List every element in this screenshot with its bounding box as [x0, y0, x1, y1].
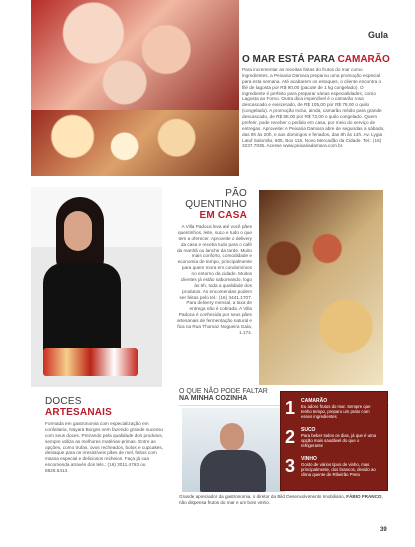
- section-label: Gula: [368, 30, 389, 40]
- article1-title-bold: CAMARÃO: [337, 54, 390, 65]
- dessert-packages: [43, 348, 138, 376]
- sidebar-item-title-3: VINHO: [301, 456, 317, 462]
- sidebar-item-text-1: Eu adoro frutos do mar. Sempre que tenho tempo, preparo um prato com esses ingredientes: [301, 404, 371, 420]
- nayara-borges-photo: [31, 187, 162, 387]
- article2-title-bold: EM CASA: [199, 210, 247, 221]
- sidebar-caption: [179, 494, 388, 505]
- sidebar-item-number-1: 1: [285, 398, 296, 418]
- sidebar-title: [179, 388, 268, 403]
- article1-title-plain: O MAR ESTÁ PARA: [242, 54, 335, 65]
- caption-end: , não dispensa frutos do mar e um bom vinho.: [179, 494, 383, 505]
- shrimp-photo-top: [31, 0, 239, 110]
- sidebar-title-bold: NA MINHA COZINHA: [179, 395, 248, 403]
- fabio-franco-photo: [182, 408, 285, 492]
- woman-face: [64, 211, 92, 251]
- article1-body: Para incrementar as receitas feitas do frutos do mar como ingredientes, a Peixaria Damara preparou uma promoção especial para esta semana. Até acabarem os estoques, o cliente encontra o filé de lagosta por R$ 90,00 (pacote de 1 kg congelado). O ingrediente é perfeito para preparar várias especialidades, como Lagosta ao Forno. Outra dica imperdível é o camarão rosa descascado e eviscerado, de R$ 105,00 por R$ 78,00 o quilo (congelado). A promoção inclui, ainda, camarão médio para grande descascado, de R$ 88,00 por R$ 72,00 o quilo congelado. Quem preferir, pode receber o pedido em casa, por meio do serviço de entregas. Aproveite! A Peixaria Damara abre de segundas a sábado, das 8h às 20h, e aos domingos e feriados, das 8h às 14h. Av. Lygia Latuf Salomão, 605, Box 116, Novo Mercadão da Cidade. Tel.: (16) 3237.7835. Acesse www.peixariadamara.com.br.: [242, 67, 385, 149]
- sidebar-item-title-1: CAMARÃO: [301, 398, 328, 404]
- caption-bold: FÁBIO FRANCO: [346, 494, 382, 499]
- article3-title-plain: DOCES: [45, 396, 82, 407]
- article2-body: A Villa Padoca leva até você pães quentinhos, leite, suco e tudo o que tem a oferecer. Aproveite o delivery da casa e receba tudo para o café da manhã ou lanche da tarde. Muito mais conforto, comodidade e economia de tempo, principalmente para quem mora em condomínios no entorno da cidade. Muitos clientes já estão saboreando, logo às 6h, toda a qualidade dos produtos. As encomendas podem ser feitas pelo tel.: (16) 3441.1707. Para delivery mensal, a taxa de entrega não é cobrada. A Villa Padoca é conhecida por seus pães artesanais de fermentação natural e fica na Rua Thomaz Nogueira Gaia, 1.174.: [176, 224, 252, 335]
- sidebar-item-title-2: SUCO: [301, 427, 316, 433]
- article2-title-top: PÃO: [225, 188, 247, 199]
- sidebar-item-number-3: 3: [285, 456, 296, 476]
- man-body: [200, 450, 266, 492]
- caption-plain: Grande apreciador da gastronomia, o diretor da Bild Desenvolvimento Imobiliário,: [179, 494, 345, 499]
- page-number: 39: [380, 527, 387, 533]
- article3-title-bold: ARTESANAIS: [45, 407, 113, 418]
- man-head: [220, 423, 244, 451]
- sidebar-item-number-2: 2: [285, 427, 296, 447]
- sidebar-item-text-2: Para beber todos os dias, já que é uma opção mais saudável do que o refrigerante: [301, 433, 377, 449]
- shrimp-photo-bottom: [31, 110, 239, 176]
- article2-title: [185, 188, 247, 221]
- sidebar-title-plain: O QUE NÃO PODE FALTAR: [179, 388, 268, 395]
- sidebar-item-text-3: Gosto de vários tipos de vinho, mas principalmente, dos brancos, devido ao clima quente de Ribeirão Preto: [301, 462, 376, 478]
- article2-title-mid: QUENTINHO: [185, 199, 247, 210]
- bread-products-photo: [259, 190, 383, 385]
- sidebar-panel: [280, 391, 388, 491]
- article3-body: Formada em gastronomia com especialização em confeitaria, Nayara Borges vem fazendo grande sucesso com seus doces. Prezando pela qualidade dos produtos, sempre utiliza as melhores matérias-primas. Entre as opções, como trufas, ovos recheados, bolos e cupcakes, destaque para os irresistíveis pães de mel, feitos com massa especial e deliciosos recheios. Faça já sua encomenda através dos tels.: (16) 3011.4763 ou 8826.5413.: [45, 421, 164, 473]
- article3-title: [45, 396, 112, 418]
- article1-title: [242, 54, 390, 65]
